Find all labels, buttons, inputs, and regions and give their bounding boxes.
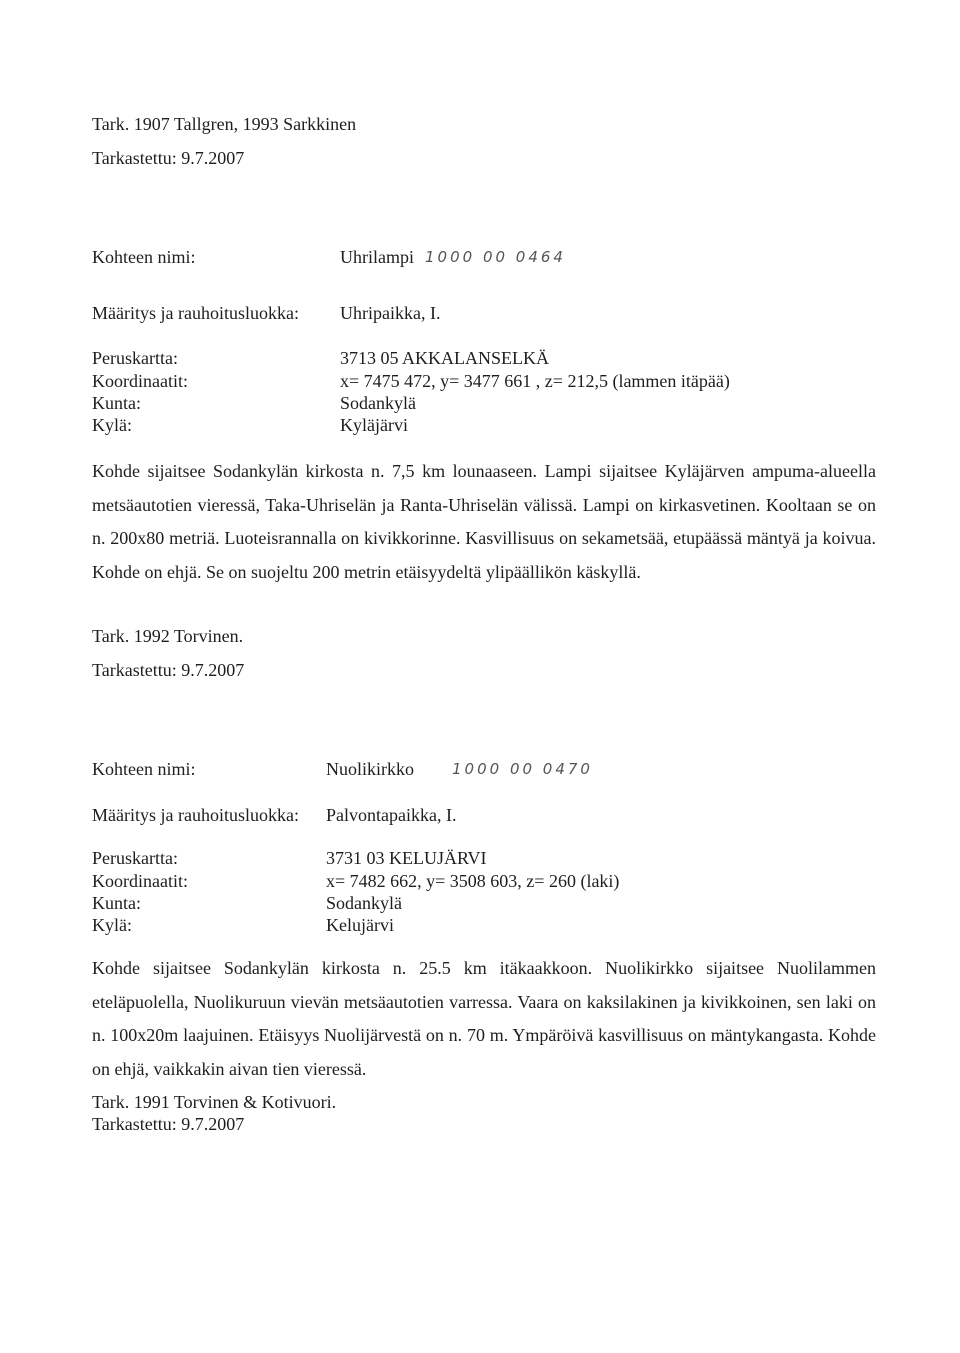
entry2-description: Kohde sijaitsee Sodankylän kirkosta n. 25.5 km itäkaakkoon. Nuolikirkko sijaitsee Nuolilammen eteläpuolella, Nuolikuruun vievän metsäautotien varressa. Vaara on kaksilakinen ja kivikkoinen, sen laki on n. 100x20m laajuinen. Etäisyys Nuolijärvestä on n. 70 m. Ympäröivä kasvillisuus on mäntykangasta. Kohde on ehjä, vaikkakin aivan tien vieressä. (92, 958, 876, 1079)
entry1-handwritten-code: 1000 00 0464 (425, 248, 566, 266)
entry2-name-value: Nuolikirkko (326, 759, 414, 779)
entry1-koordinaatit-label: Koordinaatit: (92, 371, 188, 391)
entry2-name-label: Kohteen nimi: (92, 759, 196, 779)
entry1-class-value: Uhripaikka, I. (340, 303, 441, 323)
entry2-tarkastettu-line: Tarkastettu: 9.7.2007 (92, 1114, 245, 1134)
top-tark-line: Tark. 1907 Tallgren, 1993 Sarkkinen (92, 114, 357, 134)
entry2-kunta-label: Kunta: (92, 893, 141, 913)
entry2-koordinaatit-label: Koordinaatit: (92, 871, 188, 891)
entry2-kyla-label: Kylä: (92, 915, 132, 935)
entry1-peruskartta-value: 3713 05 AKKALANSELKÄ (340, 348, 549, 368)
entry1-kyla-label: Kylä: (92, 415, 132, 435)
entry1-kunta-value: Sodankylä (340, 393, 416, 413)
entry1-kunta-label: Kunta: (92, 393, 141, 413)
entry2-koordinaatit-value: x= 7482 662, y= 3508 603, z= 260 (laki) (326, 871, 620, 891)
entry1-tark-line: Tark. 1992 Torvinen. (92, 626, 244, 646)
entry2-peruskartta-label: Peruskartta: (92, 848, 178, 868)
entry1-peruskartta-label: Peruskartta: (92, 348, 178, 368)
entry1-class-label: Määritys ja rauhoitusluokka: (92, 303, 299, 323)
entry2-handwritten-code: 1000 00 0470 (452, 760, 593, 778)
entry2-tark-line: Tark. 1991 Torvinen & Kotivuori. (92, 1092, 337, 1112)
entry2-peruskartta-value: 3731 03 KELUJÄRVI (326, 848, 487, 868)
entry1-name-value: Uhrilampi (340, 247, 414, 267)
entry1-tarkastettu-line: Tarkastettu: 9.7.2007 (92, 660, 245, 680)
entry2-kyla-value: Kelujärvi (326, 915, 394, 935)
entry1-kyla-value: Kyläjärvi (340, 415, 408, 435)
entry1-koordinaatit-value: x= 7475 472, y= 3477 661 , z= 212,5 (lammen itäpää) (340, 371, 730, 391)
top-tarkastettu-line: Tarkastettu: 9.7.2007 (92, 148, 245, 168)
entry2-class-label: Määritys ja rauhoitusluokka: (92, 805, 299, 825)
entry2-kunta-value: Sodankylä (326, 893, 402, 913)
entry1-name-label: Kohteen nimi: (92, 247, 196, 267)
entry1-description: Kohde sijaitsee Sodankylän kirkosta n. 7,5 km lounaaseen. Lampi sijaitsee Kyläjärven ampuma-alueella metsäautotien vieressä, Taka-Uhriselän ja Ranta-Uhriselän välissä. Lampi on kirkasvetinen. Kooltaan se on n. 200x80 metriä. Luoteisrannalla on kivikkorinne. Kasvillisuus on sekametsää, etupäässä mäntyä ja koivua. Kohde on ehjä. Se on suojeltu 200 metrin etäisyydeltä ylipäällikön käskyllä. (92, 461, 876, 582)
entry2-class-value: Palvontapaikka, I. (326, 805, 457, 825)
